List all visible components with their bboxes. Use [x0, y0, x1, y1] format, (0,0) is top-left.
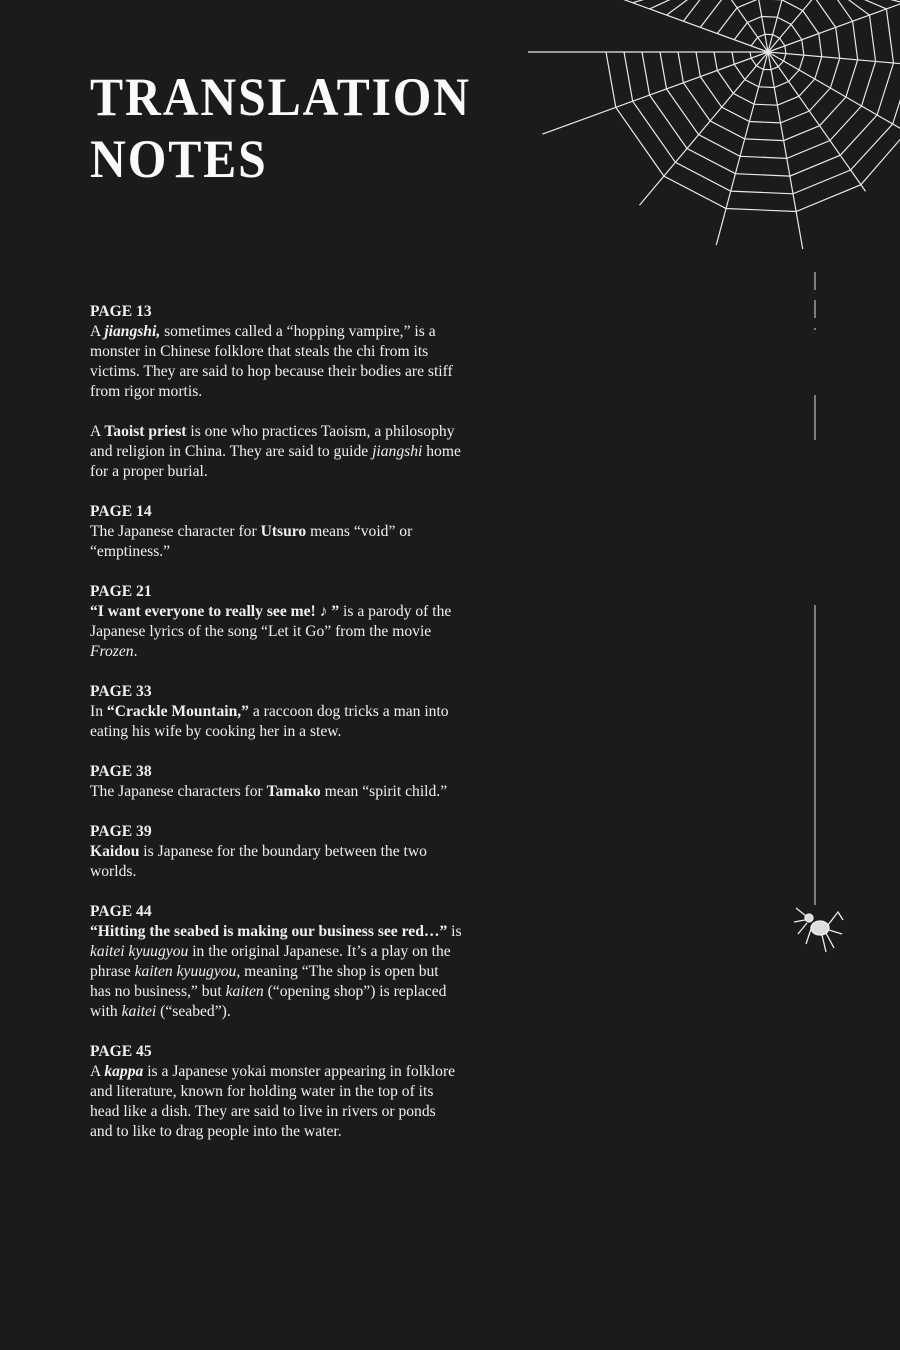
note-entry	[90, 682, 462, 742]
note-entry	[90, 902, 462, 1022]
emphasized-term: Taoist priest	[104, 423, 187, 440]
note-paragraph	[90, 602, 462, 662]
note-text: sometimes called a “hopping vampire,” is a monster in Chinese folklore that steals the chi from its victims. They are said to hop because their bodies are stiff from rigor mortis.	[90, 323, 453, 400]
note-text: a raccoon dog tricks a man into eating his wife by cooking her in a stew.	[90, 703, 449, 740]
web-radial-strand	[768, 0, 789, 52]
emphasized-term: Kaidou	[90, 843, 140, 860]
note-text: is a parody of the Japanese lyrics of the song “Let it Go” from the movie	[90, 603, 452, 640]
note-text: The Japanese character for	[90, 523, 261, 540]
emphasized-term: Utsuro	[260, 523, 307, 540]
note-text: is a Japanese yokai monster appearing in folklore and literature, known for holding water in the top of its head like a dish. They are said to live in rivers or ponds and to like to drag people into the water.	[90, 1063, 456, 1140]
note-page-heading: PAGE 44	[90, 903, 152, 920]
note-text: is Japanese for the boundary between the two worlds.	[90, 843, 427, 880]
note-text: (“seabed”).	[156, 1003, 231, 1020]
page-title	[90, 66, 471, 190]
emphasized-term: kaiten	[225, 983, 264, 1000]
note-page-heading: PAGE 39	[90, 823, 152, 840]
note-text: is	[447, 923, 462, 940]
emphasized-term: jiangshi,	[104, 323, 161, 340]
web-ring-strand	[606, 52, 900, 212]
note-entry	[90, 822, 462, 882]
note-text: In	[90, 703, 107, 720]
emphasized-term: Frozen	[90, 643, 134, 660]
note-page-heading: PAGE 13	[90, 303, 152, 320]
note-paragraph	[90, 702, 462, 742]
note-paragraph	[90, 842, 462, 882]
note-paragraph	[90, 322, 462, 402]
note-text: A	[90, 423, 105, 440]
spider-icon	[794, 908, 843, 952]
note-paragraph	[90, 1062, 462, 1142]
note-text: means “void” or “emptiness.”	[90, 523, 413, 560]
emphasized-term: “Crackle Mountain,”	[106, 703, 249, 720]
note-text: in the original Japanese. It’s a play on the phrase	[90, 943, 451, 980]
emphasized-term: Tamako	[266, 783, 321, 800]
emphasized-term: kaitei kyuugyou	[90, 943, 189, 960]
title-line-1: TRANSLATION	[90, 67, 471, 127]
note-paragraph	[90, 782, 462, 802]
translation-notes-list	[90, 302, 462, 1162]
title-line-2: NOTES	[90, 129, 268, 189]
note-paragraph	[90, 422, 462, 482]
note-text: meaning “The shop is open but has no business,” but	[90, 963, 439, 1000]
emphasized-term: kaiten kyuugyou,	[134, 963, 241, 980]
note-entry	[90, 1042, 462, 1142]
web-ring-strand	[633, 0, 900, 65]
note-entry	[90, 302, 462, 482]
emphasized-term: “I want everyone to really see me! ♪ ”	[90, 603, 340, 620]
note-page-heading: PAGE 14	[90, 503, 152, 520]
emphasized-term: jiangshi	[372, 443, 423, 460]
note-text: .	[133, 643, 138, 660]
note-text: A	[90, 1063, 105, 1080]
note-text: The Japanese characters for	[90, 783, 267, 800]
web-radial-strand	[580, 0, 768, 52]
note-entry	[90, 502, 462, 562]
note-entry	[90, 762, 462, 802]
note-text: (“opening shop”) is replaced with	[90, 983, 447, 1020]
spider-web-icon	[528, 0, 900, 249]
note-entry	[90, 582, 462, 662]
note-text: mean “spirit child.”	[320, 783, 448, 800]
note-page-heading: PAGE 21	[90, 583, 152, 600]
note-page-heading: PAGE 45	[90, 1043, 152, 1060]
emphasized-term: kaitei	[121, 1003, 157, 1020]
note-paragraph	[90, 922, 462, 1022]
note-text: is one who practices Taoism, a philosophy and religion in China. They are said to guide	[90, 423, 455, 460]
note-page-heading: PAGE 38	[90, 763, 152, 780]
web-radial-strand	[754, 0, 768, 52]
note-page-heading: PAGE 33	[90, 683, 152, 700]
note-paragraph	[90, 522, 462, 562]
note-text: A	[90, 323, 105, 340]
web-radial-strand	[768, 52, 803, 249]
emphasized-term: “Hitting the seabed is making our business see red…”	[90, 923, 448, 940]
emphasized-term: kappa	[104, 1063, 144, 1080]
note-text: home for a proper burial.	[90, 443, 461, 480]
